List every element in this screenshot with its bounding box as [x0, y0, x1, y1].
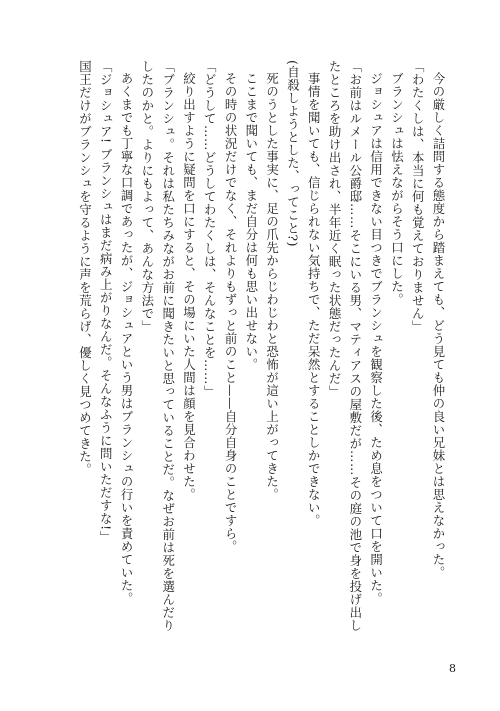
text-line: 「わたくしは、本当に何も覚えておりません」 — [410, 60, 426, 333]
text-line: したのかと。よりにもよって、あんな方法で」 — [139, 60, 155, 333]
page-number: 8 — [449, 662, 456, 675]
text-line: その時の状況だけでなく、それよりもずっと前のこと——自分自身のことですら。 — [223, 72, 239, 554]
text-line: (自殺しようとした、ってこと?) — [285, 60, 301, 248]
text-line: 事情を聞いても、信じられない気持ちで、ただ呆然とすることしかできない。 — [306, 72, 322, 528]
text-line: 「どうして……どうしてわたくしは、そんなことを……」 — [202, 60, 218, 398]
text-line: 絞り出すように疑問を口にすると、その場にいた人間は顔を見合わせた。 — [181, 72, 197, 502]
text-line: ジョシュアは信用できない目つきでブランシュを観察した後、ため息をついて口を開いた。 — [368, 72, 384, 606]
text-line: 国王だけがブランシュを守るように声を荒らげ、優しく見つめてきた。 — [77, 60, 93, 476]
text-line: 死のうとした事実に、足の爪先からじわじわと恐怖が這い上がってきた。 — [264, 72, 280, 502]
text-line: 「お前はルメール公爵邸……そこにいる男、マティアスの屋敷だが……その庭の池で身を投げ出し — [347, 60, 363, 632]
text-line: ブランシュは怯えながらそう口にした。 — [389, 72, 405, 307]
text-line: 「ブランシュ。それは私たちみながお前に聞きたいと思っていることだ。なぜお前は死を選んだり — [160, 60, 176, 632]
text-line: 今の厳しく詰問する態度から踏まえても、どう見ても仲の良い兄妹とは思えなかった。 — [431, 72, 446, 580]
text-line: ここまで聞いても、まだ自分は何も思い出せない。 — [243, 72, 259, 372]
text-line: あくまでも丁寧な口調であったが、ジョシュアという男はブランシュの行いを責めていた。 — [119, 72, 135, 606]
text-line: 「ジョシュア! ブランシュはまだ病み上がりなんだ。そんなふうに問いただすな!」 — [98, 60, 114, 544]
text-line: たところを助け出され、半年近く眠った状態だったんだ」 — [327, 60, 343, 398]
vertical-text-body — [74, 60, 448, 632]
